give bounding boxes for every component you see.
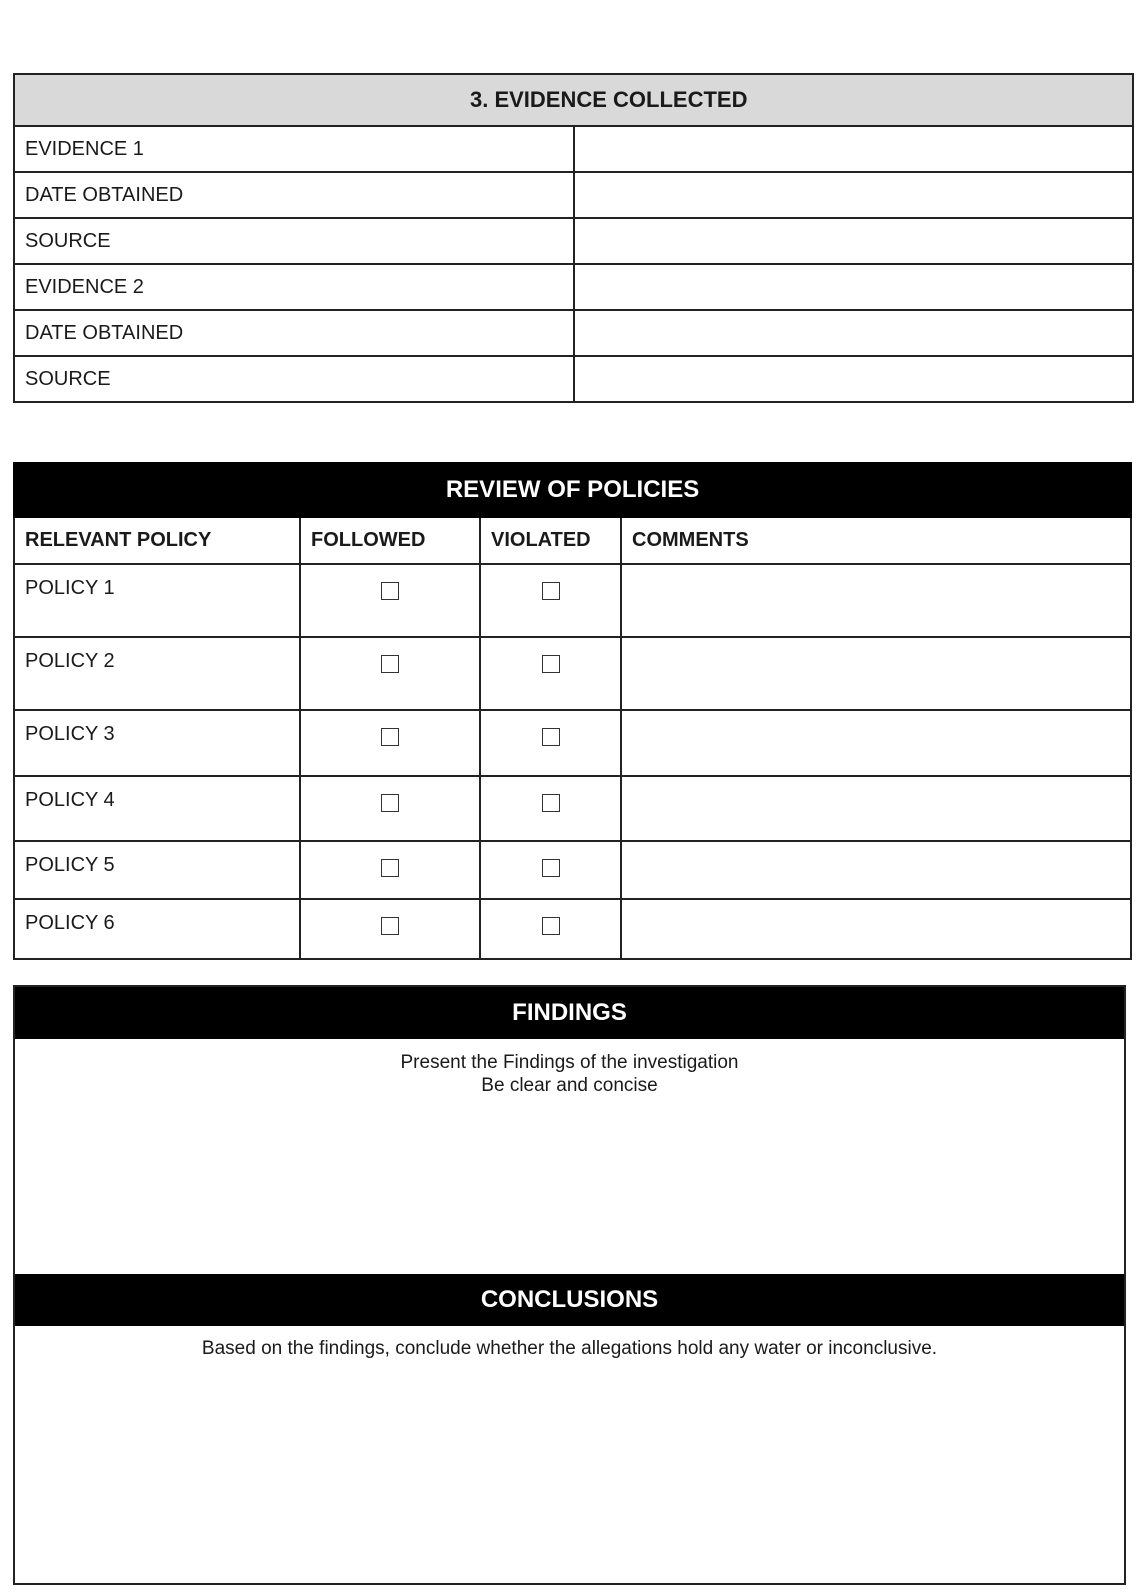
- policy-name: POLICY 4: [14, 776, 300, 841]
- table-row: [14, 564, 1131, 637]
- followed-checkbox[interactable]: [381, 582, 399, 600]
- table-row: [14, 637, 1131, 710]
- comments-field[interactable]: [621, 841, 1131, 899]
- comments-field[interactable]: [621, 899, 1131, 959]
- conclusions-field[interactable]: [15, 1326, 1124, 1360]
- table-row: [14, 126, 1133, 172]
- findings-field[interactable]: [15, 1039, 1124, 1274]
- evidence-table: [13, 73, 1134, 403]
- column-header-policy: RELEVANT POLICY: [14, 517, 300, 564]
- comments-field[interactable]: [621, 564, 1131, 637]
- evidence-label: EVIDENCE 2: [14, 264, 574, 310]
- evidence-title: 3. EVIDENCE COLLECTED: [14, 74, 1133, 126]
- followed-checkbox[interactable]: [381, 655, 399, 673]
- table-row: [14, 264, 1133, 310]
- evidence-value-field[interactable]: [574, 264, 1134, 310]
- policy-name: POLICY 1: [14, 564, 300, 637]
- followed-checkbox[interactable]: [381, 728, 399, 746]
- conclusions-instruction: Based on the findings, conclude whether the allegations hold any water or inconclusive.: [201, 1338, 938, 1359]
- policy-name: POLICY 2: [14, 637, 300, 710]
- table-row: [14, 310, 1133, 356]
- evidence-value-field[interactable]: [574, 310, 1134, 356]
- followed-checkbox[interactable]: [381, 917, 399, 935]
- evidence-label: SOURCE: [14, 218, 574, 264]
- policy-name: POLICY 5: [14, 841, 300, 899]
- table-row: [14, 218, 1133, 264]
- column-header-followed: FOLLOWED: [300, 517, 480, 564]
- violated-checkbox[interactable]: [542, 859, 560, 877]
- evidence-label: EVIDENCE 1: [14, 126, 574, 172]
- table-row: [14, 710, 1131, 776]
- comments-field[interactable]: [621, 776, 1131, 841]
- evidence-label: DATE OBTAINED: [14, 172, 574, 218]
- evidence-value-field[interactable]: [574, 218, 1134, 264]
- table-row: [14, 776, 1131, 841]
- summary-block: [13, 985, 1126, 1585]
- evidence-label: SOURCE: [14, 356, 574, 402]
- policies-title: REVIEW OF POLICIES: [14, 463, 1131, 517]
- column-header-comments: COMMENTS: [621, 517, 1131, 564]
- findings-instruction: Present the Findings of the investigation: [400, 1052, 739, 1073]
- comments-field[interactable]: [621, 710, 1131, 776]
- policy-name: POLICY 6: [14, 899, 300, 959]
- table-row: [14, 899, 1131, 959]
- evidence-value-field[interactable]: [574, 126, 1134, 172]
- violated-checkbox[interactable]: [542, 655, 560, 673]
- violated-checkbox[interactable]: [542, 794, 560, 812]
- followed-checkbox[interactable]: [381, 794, 399, 812]
- findings-instruction: Be clear and concise: [481, 1075, 658, 1096]
- violated-checkbox[interactable]: [542, 917, 560, 935]
- evidence-value-field[interactable]: [574, 172, 1134, 218]
- followed-checkbox[interactable]: [381, 859, 399, 877]
- evidence-value-field[interactable]: [574, 356, 1134, 402]
- table-row: [14, 172, 1133, 218]
- violated-checkbox[interactable]: [542, 582, 560, 600]
- policy-name: POLICY 3: [14, 710, 300, 776]
- findings-title: FINDINGS: [15, 987, 1124, 1039]
- conclusions-title: CONCLUSIONS: [15, 1274, 1124, 1326]
- column-header-violated: VIOLATED: [480, 517, 621, 564]
- table-row: [14, 841, 1131, 899]
- table-row: [14, 356, 1133, 402]
- policies-table: [13, 462, 1132, 960]
- comments-field[interactable]: [621, 637, 1131, 710]
- policies-header-row: [14, 517, 1131, 564]
- evidence-label: DATE OBTAINED: [14, 310, 574, 356]
- violated-checkbox[interactable]: [542, 728, 560, 746]
